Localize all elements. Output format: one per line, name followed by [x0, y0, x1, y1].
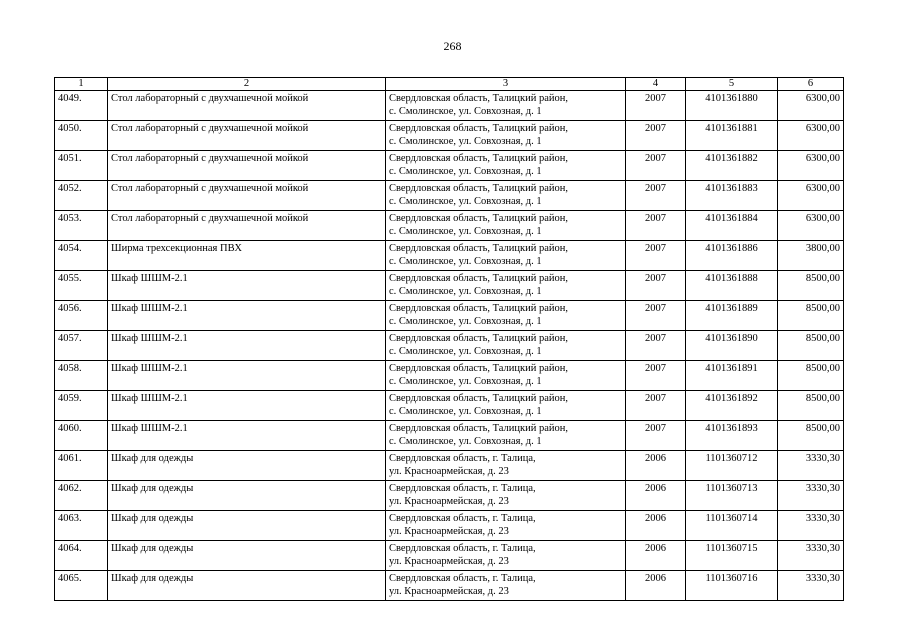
row-number-cell: 4064. — [55, 541, 108, 571]
year-cell: 2007 — [626, 301, 686, 331]
address-line: с. Смолинское, ул. Совхозная, д. 1 — [389, 406, 542, 417]
table-row — [55, 301, 844, 331]
address-cell — [386, 511, 626, 541]
table-row — [55, 211, 844, 241]
cost-cell: 3330,30 — [778, 541, 844, 571]
year-cell: 2007 — [626, 151, 686, 181]
address-line: Свердловская область, Талицкий район, — [389, 303, 569, 314]
row-number-cell: 4052. — [55, 181, 108, 211]
table-row — [55, 481, 844, 511]
inventory-number-cell: 1101360716 — [686, 571, 778, 601]
address-cell — [386, 211, 626, 241]
row-number-cell: 4055. — [55, 271, 108, 301]
address-line: Свердловская область, Талицкий район, — [389, 333, 569, 344]
cost-cell: 3330,30 — [778, 571, 844, 601]
year-cell: 2007 — [626, 91, 686, 121]
inventory-number-cell: 4101361892 — [686, 391, 778, 421]
address-line: с. Смолинское, ул. Совхозная, д. 1 — [389, 256, 542, 267]
column-header: 4 — [626, 78, 686, 91]
address-line: Свердловская область, Талицкий район, — [389, 243, 569, 254]
cost-cell: 6300,00 — [778, 121, 844, 151]
table-row — [55, 241, 844, 271]
row-number-cell: 4050. — [55, 121, 108, 151]
column-header: 1 — [55, 78, 108, 91]
row-number-cell: 4065. — [55, 571, 108, 601]
item-name-cell: Стол лабораторный с двухчашечной мойкой — [108, 211, 386, 241]
row-number-cell: 4062. — [55, 481, 108, 511]
address-cell — [386, 481, 626, 511]
address-line: с. Смолинское, ул. Совхозная, д. 1 — [389, 106, 542, 117]
cost-cell: 8500,00 — [778, 361, 844, 391]
address-line: ул. Красноармейская, д. 23 — [389, 526, 509, 537]
inventory-number-cell: 4101361889 — [686, 301, 778, 331]
year-cell: 2007 — [626, 211, 686, 241]
address-line: ул. Красноармейская, д. 23 — [389, 556, 509, 567]
inventory-number-cell: 1101360713 — [686, 481, 778, 511]
cost-cell: 8500,00 — [778, 301, 844, 331]
address-line: с. Смолинское, ул. Совхозная, д. 1 — [389, 166, 542, 177]
page-number: 268 — [443, 39, 462, 53]
cost-cell: 3330,30 — [778, 511, 844, 541]
address-line: Свердловская область, Талицкий район, — [389, 183, 569, 194]
row-number-cell: 4049. — [55, 91, 108, 121]
address-line: Свердловская область, Талицкий район, — [389, 273, 569, 284]
cost-cell: 6300,00 — [778, 181, 844, 211]
item-name-cell: Шкаф для одежды — [108, 571, 386, 601]
item-name-cell: Шкаф ШШМ-2.1 — [108, 271, 386, 301]
cost-cell: 8500,00 — [778, 271, 844, 301]
year-cell: 2007 — [626, 421, 686, 451]
inventory-number-cell: 4101361881 — [686, 121, 778, 151]
inventory-number-cell: 1101360712 — [686, 451, 778, 481]
column-header: 5 — [686, 78, 778, 91]
item-name-cell: Шкаф ШШМ-2.1 — [108, 331, 386, 361]
address-line: Свердловская область, Талицкий район, — [389, 213, 569, 224]
item-name-cell: Стол лабораторный с двухчашечной мойкой — [108, 181, 386, 211]
cost-cell: 6300,00 — [778, 211, 844, 241]
item-name-cell: Стол лабораторный с двухчашечной мойкой — [108, 91, 386, 121]
item-name-cell: Ширма трехсекционная ПВХ — [108, 241, 386, 271]
address-cell — [386, 271, 626, 301]
address-cell — [386, 91, 626, 121]
column-header: 6 — [778, 78, 844, 91]
address-line: Свердловская область, Талицкий район, — [389, 393, 569, 404]
address-cell — [386, 421, 626, 451]
year-cell: 2007 — [626, 391, 686, 421]
inventory-number-cell: 1101360715 — [686, 541, 778, 571]
address-line: Свердловская область, Талицкий район, — [389, 123, 569, 134]
table-row — [55, 181, 844, 211]
address-cell — [386, 241, 626, 271]
cost-cell: 8500,00 — [778, 331, 844, 361]
address-line: Свердловская область, Талицкий район, — [389, 363, 569, 374]
address-line: Свердловская область, Талицкий район, — [389, 153, 569, 164]
cost-cell: 3330,30 — [778, 451, 844, 481]
item-name-cell: Шкаф ШШМ-2.1 — [108, 421, 386, 451]
address-cell — [386, 151, 626, 181]
address-line: Свердловская область, г. Талица, — [389, 573, 536, 584]
row-number-cell: 4059. — [55, 391, 108, 421]
address-line: ул. Красноармейская, д. 23 — [389, 586, 509, 597]
table-row — [55, 541, 844, 571]
item-name-cell: Шкаф ШШМ-2.1 — [108, 301, 386, 331]
address-cell — [386, 361, 626, 391]
row-number-cell: 4051. — [55, 151, 108, 181]
item-name-cell: Шкаф для одежды — [108, 541, 386, 571]
table-header-row — [55, 78, 844, 91]
year-cell: 2006 — [626, 571, 686, 601]
year-cell: 2006 — [626, 481, 686, 511]
inventory-number-cell: 4101361880 — [686, 91, 778, 121]
inventory-number-cell: 4101361886 — [686, 241, 778, 271]
address-cell — [386, 391, 626, 421]
address-cell — [386, 331, 626, 361]
cost-cell: 3800,00 — [778, 241, 844, 271]
inventory-number-cell: 4101361893 — [686, 421, 778, 451]
column-header: 2 — [108, 78, 386, 91]
address-line: с. Смолинское, ул. Совхозная, д. 1 — [389, 376, 542, 387]
table-row — [55, 361, 844, 391]
inventory-number-cell: 4101361888 — [686, 271, 778, 301]
inventory-number-cell: 4101361891 — [686, 361, 778, 391]
address-line: ул. Красноармейская, д. 23 — [389, 466, 509, 477]
cost-cell: 6300,00 — [778, 91, 844, 121]
table-row — [55, 391, 844, 421]
address-cell — [386, 301, 626, 331]
row-number-cell: 4056. — [55, 301, 108, 331]
inventory-number-cell: 4101361882 — [686, 151, 778, 181]
address-line: Свердловская область, г. Талица, — [389, 543, 536, 554]
column-header: 3 — [386, 78, 626, 91]
cost-cell: 8500,00 — [778, 391, 844, 421]
address-line: Свердловская область, г. Талица, — [389, 483, 536, 494]
year-cell: 2006 — [626, 541, 686, 571]
table-row — [55, 511, 844, 541]
item-name-cell: Стол лабораторный с двухчашечной мойкой — [108, 121, 386, 151]
year-cell: 2007 — [626, 271, 686, 301]
inventory-number-cell: 4101361884 — [686, 211, 778, 241]
table-row — [55, 331, 844, 361]
row-number-cell: 4058. — [55, 361, 108, 391]
address-line: с. Смолинское, ул. Совхозная, д. 1 — [389, 136, 542, 147]
address-line: ул. Красноармейская, д. 23 — [389, 496, 509, 507]
address-cell — [386, 451, 626, 481]
table-row — [55, 571, 844, 601]
row-number-cell: 4054. — [55, 241, 108, 271]
address-line: с. Смолинское, ул. Совхозная, д. 1 — [389, 286, 542, 297]
item-name-cell: Шкаф для одежды — [108, 511, 386, 541]
address-line: с. Смолинское, ул. Совхозная, д. 1 — [389, 436, 542, 447]
year-cell: 2007 — [626, 181, 686, 211]
cost-cell: 6300,00 — [778, 151, 844, 181]
cost-cell: 8500,00 — [778, 421, 844, 451]
year-cell: 2007 — [626, 241, 686, 271]
item-name-cell: Шкаф ШШМ-2.1 — [108, 361, 386, 391]
table-row — [55, 271, 844, 301]
address-cell — [386, 541, 626, 571]
address-cell — [386, 571, 626, 601]
row-number-cell: 4061. — [55, 451, 108, 481]
address-line: Свердловская область, г. Талица, — [389, 453, 536, 464]
address-line: Свердловская область, Талицкий район, — [389, 423, 569, 434]
row-number-cell: 4057. — [55, 331, 108, 361]
address-line: с. Смолинское, ул. Совхозная, д. 1 — [389, 196, 542, 207]
item-name-cell: Шкаф для одежды — [108, 451, 386, 481]
address-cell — [386, 121, 626, 151]
address-line: с. Смолинское, ул. Совхозная, д. 1 — [389, 226, 542, 237]
year-cell: 2007 — [626, 331, 686, 361]
row-number-cell: 4063. — [55, 511, 108, 541]
inventory-number-cell: 4101361890 — [686, 331, 778, 361]
table-row — [55, 151, 844, 181]
item-name-cell: Шкаф для одежды — [108, 481, 386, 511]
cost-cell: 3330,30 — [778, 481, 844, 511]
row-number-cell: 4053. — [55, 211, 108, 241]
inventory-number-cell: 4101361883 — [686, 181, 778, 211]
year-cell: 2007 — [626, 361, 686, 391]
address-line: Свердловская область, Талицкий район, — [389, 93, 569, 104]
table-row — [55, 121, 844, 151]
address-line: с. Смолинское, ул. Совхозная, д. 1 — [389, 346, 542, 357]
year-cell: 2006 — [626, 451, 686, 481]
inventory-table — [54, 77, 844, 601]
item-name-cell: Стол лабораторный с двухчашечной мойкой — [108, 151, 386, 181]
item-name-cell: Шкаф ШШМ-2.1 — [108, 391, 386, 421]
address-line: с. Смолинское, ул. Совхозная, д. 1 — [389, 316, 542, 327]
address-cell — [386, 181, 626, 211]
table-row — [55, 421, 844, 451]
inventory-number-cell: 1101360714 — [686, 511, 778, 541]
address-line: Свердловская область, г. Талица, — [389, 513, 536, 524]
row-number-cell: 4060. — [55, 421, 108, 451]
year-cell: 2006 — [626, 511, 686, 541]
table-row — [55, 451, 844, 481]
table-row — [55, 91, 844, 121]
year-cell: 2007 — [626, 121, 686, 151]
